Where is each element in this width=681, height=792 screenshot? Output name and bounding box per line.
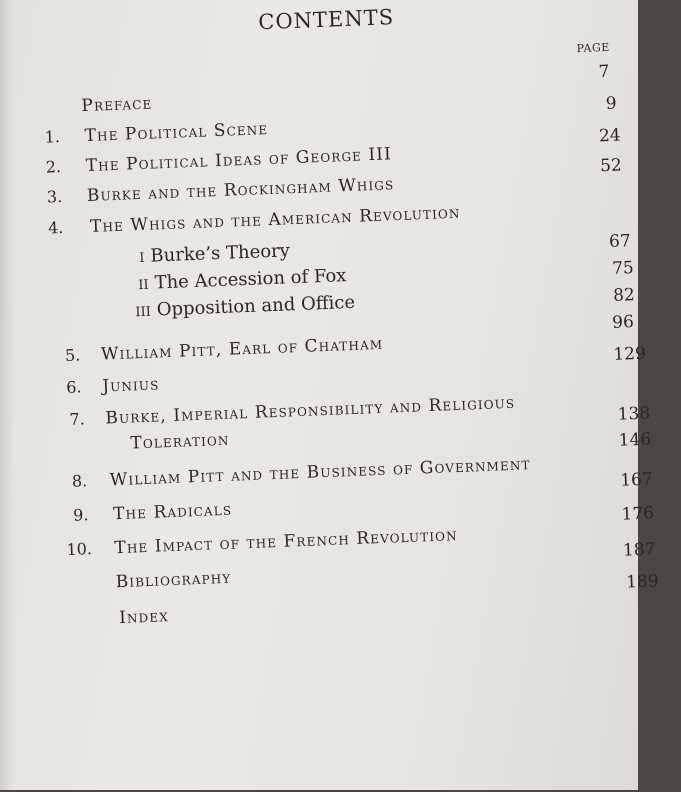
toc-page: 67 xyxy=(609,230,658,252)
toc-title: Burke and the Rockingham Whigs xyxy=(87,174,395,206)
toc-page: 7 xyxy=(598,60,647,82)
toc-title: Index xyxy=(119,606,169,628)
toc-subrow xyxy=(7,305,8,327)
toc-page: 189 xyxy=(626,571,675,593)
toc-number: 8. xyxy=(72,469,143,491)
toc-title: Bibliography xyxy=(115,568,231,592)
toc-number: 9. xyxy=(73,503,144,525)
toc-row xyxy=(10,380,11,402)
toc-page: 146 xyxy=(618,429,667,451)
toc-roman: II xyxy=(138,278,149,293)
toc-subtitle xyxy=(138,265,347,294)
toc-title: Toleration xyxy=(130,430,230,454)
toc-title: Junius xyxy=(102,374,160,396)
toc-number: 6. xyxy=(66,375,137,397)
toc-row xyxy=(1,159,2,181)
toc-row xyxy=(3,189,4,211)
toc-subrow xyxy=(6,278,7,300)
toc-title: The Radicals xyxy=(113,500,233,525)
toc-row xyxy=(4,220,5,242)
toc-row xyxy=(14,474,15,496)
toc-page: 24 xyxy=(599,124,648,146)
toc-page: 96 xyxy=(612,311,661,333)
toc-page: 52 xyxy=(600,154,649,176)
toc-page: 176 xyxy=(621,503,670,525)
toc-roman: I xyxy=(139,251,145,266)
toc-row xyxy=(15,508,16,530)
toc-title: The Political Scene xyxy=(84,119,268,146)
toc-title: Preface xyxy=(81,93,153,116)
toc-number: 7. xyxy=(69,407,140,429)
toc-subtitle-text: Burke’s Theory xyxy=(150,240,290,266)
toc-number: 2. xyxy=(45,155,116,177)
toc-page: 138 xyxy=(617,403,666,425)
toc-roman: III xyxy=(135,305,151,321)
toc-row xyxy=(19,612,20,634)
toc-title: The Impact of the French Revolution xyxy=(114,525,458,558)
toc-row xyxy=(11,412,12,434)
toc-number: 4. xyxy=(48,216,119,238)
toc-title: Burke, Imperial Responsibility and Religious xyxy=(105,393,515,429)
toc-row xyxy=(0,129,1,151)
toc-row xyxy=(16,542,17,564)
toc-number: 1. xyxy=(44,125,115,147)
toc-page: 82 xyxy=(613,284,662,306)
toc-title: William Pitt, Earl of Chatham xyxy=(101,334,384,365)
toc-number: 5. xyxy=(65,343,136,365)
toc-row xyxy=(17,576,18,598)
toc-page: 187 xyxy=(623,539,672,561)
toc-page: 75 xyxy=(612,257,661,279)
toc-subtitle-text: Opposition and Office xyxy=(156,292,355,321)
toc-page: 9 xyxy=(605,92,654,114)
toc-row-continuation xyxy=(12,438,13,460)
toc-subtitle xyxy=(135,292,355,321)
toc-number: 3. xyxy=(47,185,118,207)
toc-page: 129 xyxy=(613,343,662,365)
toc-page: 167 xyxy=(620,469,669,491)
toc-subtitle-text: The Accession of Fox xyxy=(154,265,347,293)
toc-title: William Pitt and the Business of Government xyxy=(109,454,530,490)
toc-subtitle xyxy=(139,240,290,267)
toc-subrow xyxy=(5,251,6,273)
toc-number: 10. xyxy=(66,537,137,559)
toc-row xyxy=(9,348,10,370)
toc-title: The Whigs and the American Revolution xyxy=(90,203,461,237)
page-column-label: PAGE xyxy=(576,41,610,55)
contents-heading: CONTENTS xyxy=(258,5,395,34)
toc-title: The Political Ideas of George III xyxy=(85,144,392,176)
